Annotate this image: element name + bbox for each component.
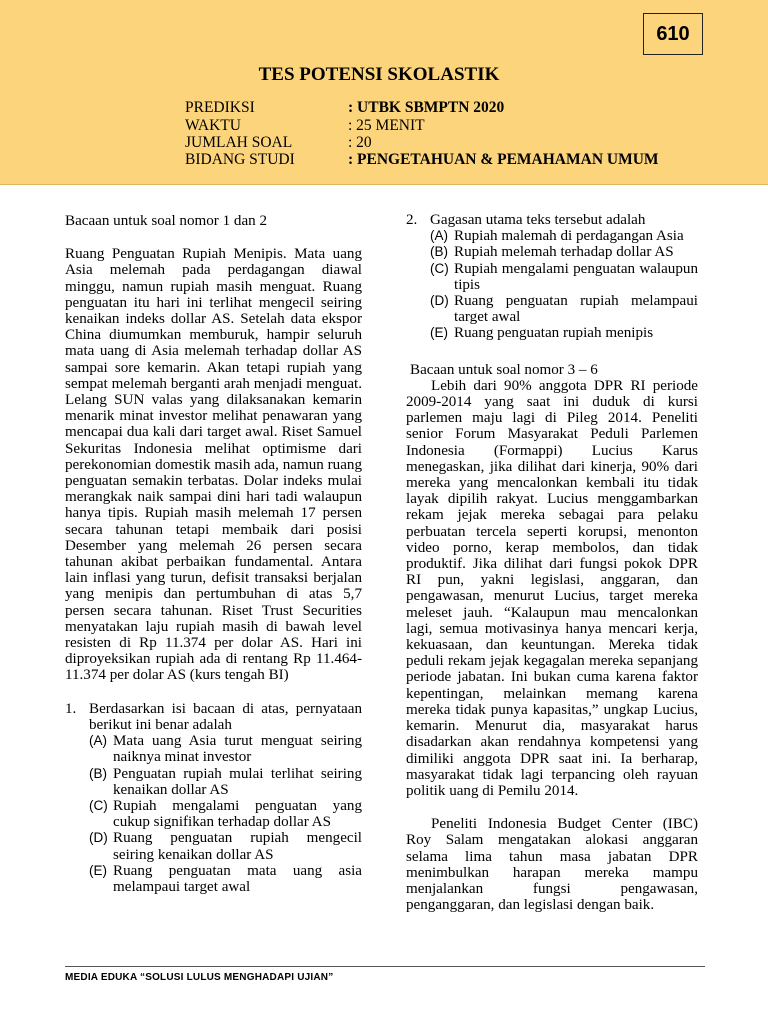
meta-value: : PENGETAHUAN & PEMAHAMAN UMUM bbox=[348, 151, 659, 168]
option-letter: (C) bbox=[89, 797, 108, 813]
answer-option-e[interactable] bbox=[430, 325, 698, 341]
answer-option-b[interactable] bbox=[89, 766, 362, 798]
answer-options bbox=[430, 228, 698, 341]
option-text: Rupiah mengalami penguatan yang cukup signifikan terhadap dollar AS bbox=[113, 797, 362, 831]
option-text: Ruang penguatan rupiah menipis bbox=[454, 325, 654, 342]
question-1 bbox=[65, 701, 362, 895]
question-number: 2. bbox=[406, 212, 418, 228]
question-2 bbox=[406, 212, 698, 342]
meta-label: BIDANG STUDI bbox=[185, 151, 295, 168]
reading-passage: Ruang Penguatan Rupiah Menipis. Mata uang Asia melemah pada perdagangan diawal minggu, namun rupiah masih menguat. Ruang penguatan itu hari ini terlihat mengecil seiring kenaikan indeks dollar AS. Setelah data ekspor China diumumkan memburuk, hampir seluruh mata uang di Asia melemah terhadap dollar AS sampai sore kemarin. Akan tetapi rupiah yang sempat melemah berganti arah menjadi menguat. Lelang SUN valas yang dilaksanakan kemarin menarik minat investor melihat penawaran yang mencapai dua kali dari target awal. Riset Samuel Sekuritas Indonesia melihat optimisme dari perekonomian domestik masih ada, namun ruang penguatan semakin terbatas. Dolar indeks mulai merangkak naik sampai dini hari tadi walaupun hanya tipis. Rupiah masih melemah 17 persen secara tahunan tetapi membaik dari posisi Desember yang melemah 26 persen secara tahunan akibat perbaikan fundamental. Antara lain inflasi yang turun, defisit transaksi berjalan yang menipis dan pertumbuhan di atas 5,7 persen secara tahunan. Riset Trust Securities menyatakan laju rupiah masih di bawah level resisten di Rp 11.374 per dolar AS. Hari ini diproyeksikan rupiah ada di rentang Rp 11.464-11.374 per dolar AS (kurs tengah BI) bbox=[65, 246, 362, 684]
reading2-title: Bacaan untuk soal nomor 3 – 6 bbox=[410, 361, 598, 378]
left-column bbox=[65, 213, 362, 895]
reading2-paragraph-1: Lebih dari 90% anggota DPR RI periode 2009-2014 yang saat ini duduk di kursi parlemen maju lagi di Pileg 2014. Peneliti senior Forum Masyarakat Peduli Parlemen Indonesia (Formappi) Lucius Karus menegaskan, jika dilihat dari kinerja, 90% dari mereka yang mencalonkan kembali itu tidak layak dipilih rakyat. Lucius menggambarkan rekam jejak mereka sebagai para pelaku perbuatan tercela seperti korupsi, menonton video porno, kerap membolos, dan tidak produktif. Jika dilihat dari fungsi pokok DPR RI pun, yakni legislasi, anggaran, dan pengawasan, menurut Lucius, target mereka meleset jauh. “Kalaupun mau mencalonkan lagi, semua motivasinya hanya mencari kerja, kekuasaan, dan keuntungan. Mereka tidak peduli rekam jejak kegagalan mereka sepanjang periode jabatan. Ini bukan cuma karena faktor kepentingan, melainkan memang karena mereka tidak punya kapasitas,” ungkap Lucius, kemarin. Menurut dia, masyarakat harus disadarkan akan rendahnya kompetensi yang dimiliki anggota DPR saat ini. Ia berharap, masyarakat tidak lagi terpancing oleh rayuan politik uang di Pemilu 2014. bbox=[406, 377, 698, 799]
footer-text: MEDIA EDUKA “SOLUSI LULUS MENGHADAPI UJIAN” bbox=[65, 972, 334, 983]
answer-options bbox=[89, 733, 362, 895]
option-letter: (C) bbox=[430, 260, 449, 276]
answer-option-a[interactable] bbox=[89, 733, 362, 765]
reading2-paragraph-2: Peneliti Indonesia Budget Center (IBC) Roy Salam mengatakan alokasi anggaran selama lima tahun masa jabatan DPR menimbulkan harapan mereka mampu menjalankan fungsi pengawasan, penganggaran, dan legislasi dengan baik. bbox=[406, 816, 698, 914]
meta-value: : 20 bbox=[348, 134, 372, 151]
answer-option-d[interactable] bbox=[430, 293, 698, 325]
meta-value: : UTBK SBMPTN 2020 bbox=[348, 99, 505, 116]
question-text: Berdasarkan isi bacaan di atas, pernyataan berikut ini benar adalah bbox=[89, 700, 362, 733]
footer-divider bbox=[65, 966, 705, 967]
meta-label: PREDIKSI bbox=[185, 99, 255, 116]
option-letter: (D) bbox=[430, 293, 449, 309]
meta-label: WAKTU bbox=[185, 117, 241, 134]
option-letter: (A) bbox=[89, 733, 107, 749]
option-letter: (D) bbox=[89, 830, 108, 846]
meta-label: JUMLAH SOAL bbox=[185, 134, 293, 151]
right-column bbox=[406, 212, 698, 913]
answer-option-b[interactable] bbox=[430, 244, 698, 260]
option-text: Rupiah malemah di perdagangan Asia bbox=[454, 228, 684, 245]
header-banner bbox=[0, 0, 768, 185]
answer-option-c[interactable] bbox=[89, 798, 362, 830]
option-text: Penguatan rupiah mulai terlihat seiring kenaikan dollar AS bbox=[113, 765, 362, 798]
option-text: Rupiah mengalami penguatan walaupun tipis bbox=[454, 260, 698, 293]
answer-option-d[interactable] bbox=[89, 830, 362, 862]
option-letter: (E) bbox=[89, 862, 107, 878]
question-number: 1. bbox=[65, 700, 77, 717]
option-letter: (A) bbox=[430, 228, 448, 244]
reading-title: Bacaan untuk soal nomor 1 dan 2 bbox=[65, 213, 268, 229]
answer-option-c[interactable] bbox=[430, 261, 698, 293]
option-letter: (E) bbox=[430, 325, 448, 341]
meta-value: : 25 MENIT bbox=[348, 117, 425, 134]
option-text: Ruang penguatan rupiah mengecil seiring kenaikan dollar AS bbox=[113, 830, 362, 863]
option-text: Rupiah melemah terhadap dollar AS bbox=[454, 244, 674, 261]
answer-option-e[interactable] bbox=[89, 863, 362, 895]
option-text: Mata uang Asia turut menguat seiring naiknya minat investor bbox=[113, 733, 362, 766]
option-text: Ruang penguatan mata uang asia melampaui target awal bbox=[113, 862, 362, 895]
option-letter: (B) bbox=[89, 765, 107, 781]
page-title: TES POTENSI SKOLASTIK bbox=[258, 64, 500, 85]
answer-option-a[interactable] bbox=[430, 228, 698, 244]
question-text: Gagasan utama teks tersebut adalah bbox=[430, 212, 646, 228]
option-text: Ruang penguatan rupiah melampaui target awal bbox=[454, 293, 698, 326]
option-letter: (B) bbox=[430, 244, 448, 260]
page-number-box: 610 bbox=[643, 13, 703, 55]
